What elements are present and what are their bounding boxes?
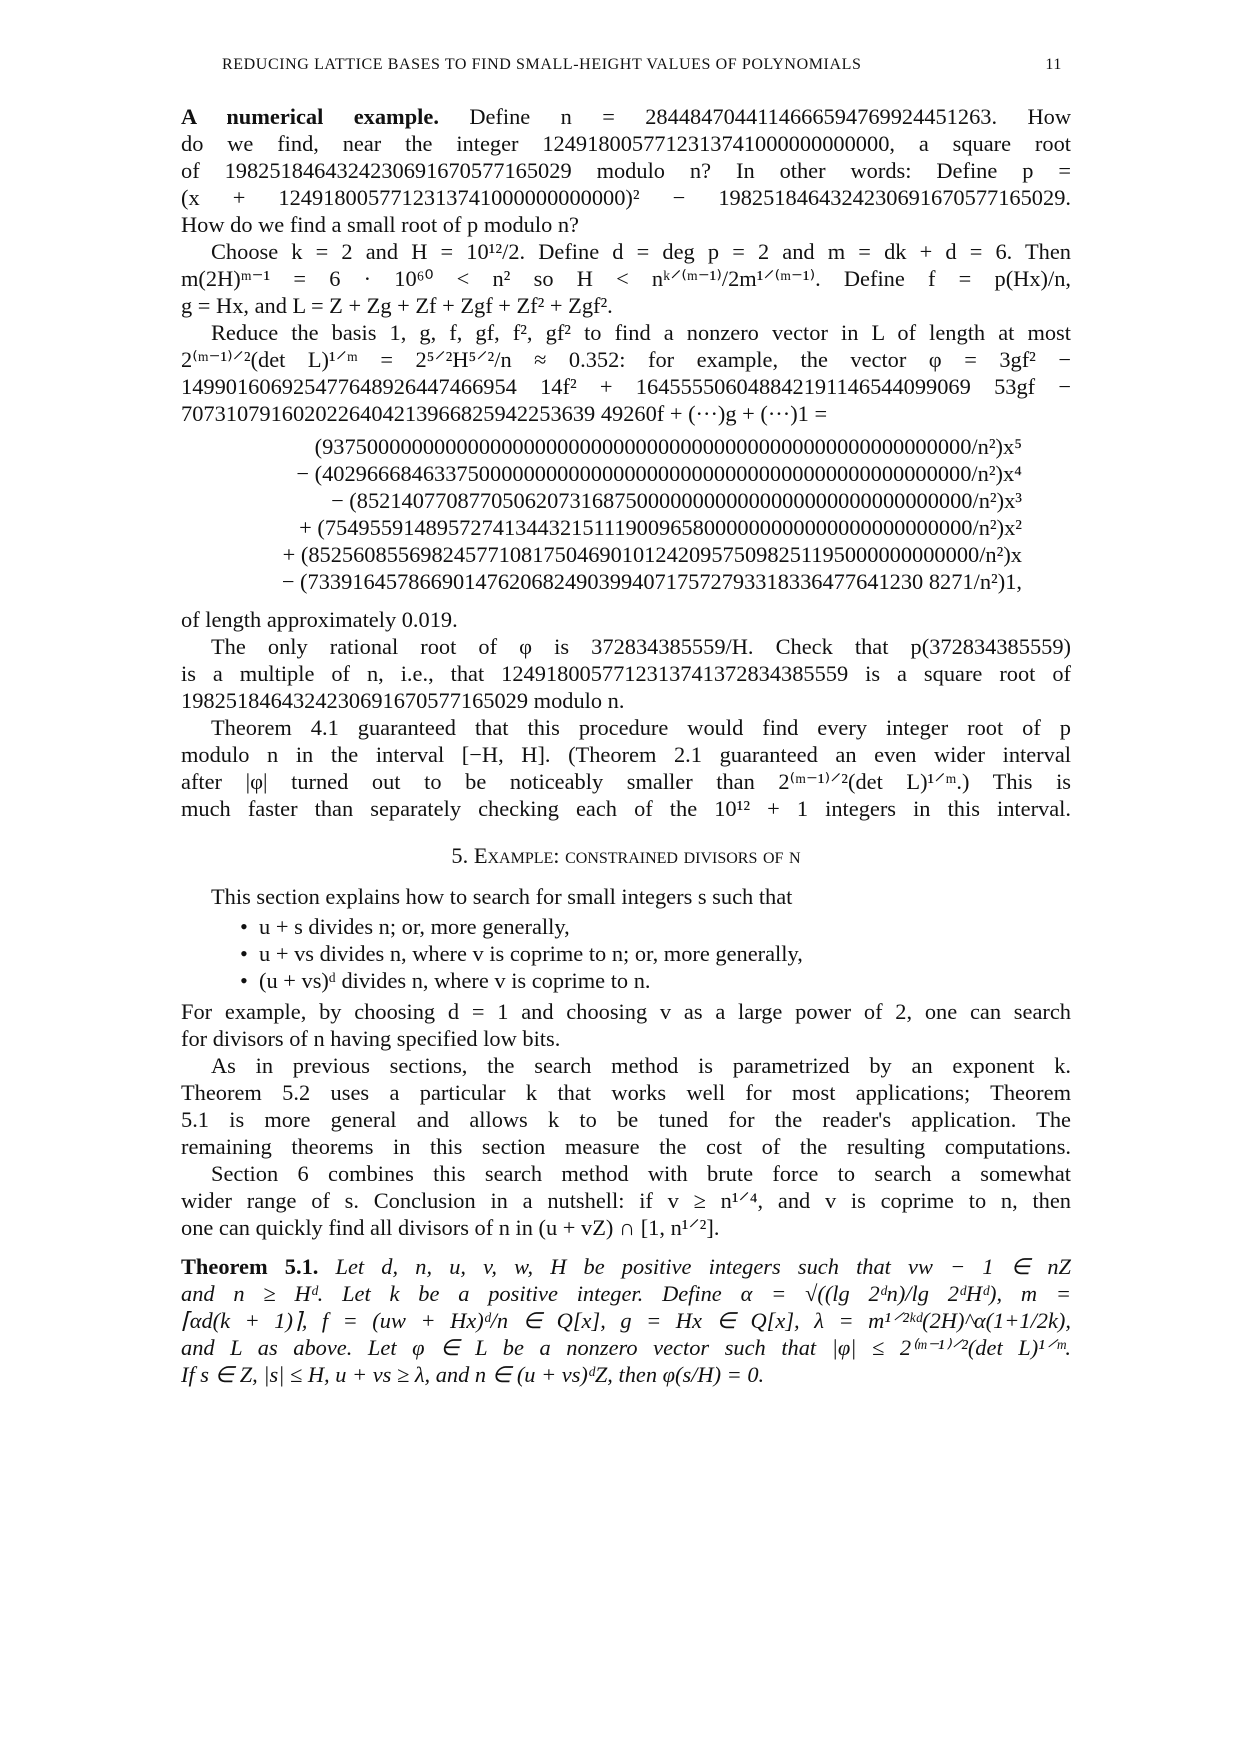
list-item (240, 941, 1060, 967)
text-line: For example, by choosing d = 1 and choosing v as a large power of 2, one can search (181, 999, 1071, 1024)
text-line: is a multiple of n, i.e., that 1249180057712313741372834385559 is a square root of (181, 661, 1071, 686)
theorem-line: ⌈αd(k + 1)⌉, f = (uw + Hx)ᵈ/n ∈ Q[x], g = Hx ∈ Q[x], λ = m¹⸍²ᵏᵈ(2H)^α(1+1/2k), (181, 1308, 1071, 1333)
list-item (240, 914, 1060, 940)
running-title: REDUCING LATTICE BASES TO FIND SMALL-HEIGHT VALUES OF POLYNOMIALS (222, 56, 862, 73)
equation-line: + (7549559148957274134432151119009658000000000000000000000000/n²)x² (299, 515, 1022, 540)
text-line: of 1982518464324230691670577165029 modulo n? In other words: Define p = (181, 158, 1071, 183)
text-line: do we find, near the integer 1249180057712313741000000000000, a square root (181, 131, 1071, 156)
section-heading: 5. Example: constrained divisors of n (451, 843, 801, 868)
theorem-line: and n ≥ Hᵈ. Let k be a positive integer. Define α = √((lg 2ᵈn)/lg 2ᵈHᵈ), m = (181, 1281, 1071, 1306)
text-line: wider range of s. Conclusion in a nutshell: if v ≥ n¹⸍⁴, and v is coprime to n, then (181, 1188, 1071, 1213)
theorem-text: Let d, n, u, v, w, H be positive integers such that vw − 1 ∈ nZ (318, 1254, 1071, 1279)
text-line: remaining theorems in this section measure the cost of the resulting computations. (181, 1134, 1071, 1159)
text-line: of length approximately 0.019. (181, 607, 458, 632)
text-line: g = Hx, and L = Z + Zg + Zf + Zgf + Zf² + Zgf². (181, 293, 613, 318)
running-head (222, 56, 1062, 74)
list-item-text: u + vs divides n, where v is coprime to n; or, more generally, (259, 941, 803, 966)
text-line: The only rational root of φ is 372834385559/H. Check that p(372834385559) (211, 634, 1071, 659)
equation-line: (9375000000000000000000000000000000000000000000000000000000/n²)x⁵ (314, 434, 1022, 459)
text-line: 1982518464324230691670577165029 modulo n. (181, 688, 625, 713)
list-item-text: (u + vs)ᵈ divides n, where v is coprime to n. (259, 968, 651, 993)
text-line: As in previous sections, the search method is parametrized by an exponent k. (211, 1053, 1071, 1078)
theorem-line (181, 1254, 1071, 1280)
text-span: Define n = 2844847044114666594769924451263. How (438, 104, 1071, 129)
text-line: This section explains how to search for small integers s such that (211, 884, 793, 909)
text-line: one can quickly find all divisors of n in (u + vZ) ∩ [1, n¹⸍²]. (181, 1215, 720, 1240)
text-line: Reduce the basis 1, g, f, gf, f², gf² to find a nonzero vector in L of length at most (211, 320, 1071, 345)
theorem-label: Theorem 5.1. (181, 1254, 319, 1279)
equation-line: + (852560855698245771081750469010124209575098251195000000000000/n²)x (282, 542, 1022, 567)
text-line: 7073107916020226404213966825942253639 49260f + (···)g + (···)1 = (181, 401, 828, 426)
text-line: much faster than separately checking each of the 10¹² + 1 integers in this interval. (181, 796, 1071, 821)
text-line: Choose k = 2 and H = 10¹²/2. Define d = deg p = 2 and m = dk + d = 6. Then (211, 239, 1071, 264)
bullet-icon: • (240, 941, 260, 966)
text-line: Theorem 4.1 guaranteed that this procedure would find every integer root of p (211, 715, 1071, 740)
text-line: m(2H)ᵐ⁻¹ = 6 · 10⁶⁰ < n² so H < nᵏ⸍⁽ᵐ⁻¹⁾/2m¹⸍⁽ᵐ⁻¹⁾. Define f = p(Hx)/n, (181, 266, 1071, 291)
page-number: 11 (1045, 56, 1062, 73)
text-line: 5.1 is more general and allows k to be tuned for the reader's application. The (181, 1107, 1071, 1132)
equation-line: − (8521407708770506207316875000000000000000000000000000000/n²)x³ (331, 488, 1022, 513)
text-line: after |φ| turned out to be noticeably smaller than 2⁽ᵐ⁻¹⁾⸍²(det L)¹⸍ᵐ.) This is (181, 769, 1071, 794)
paragraph-heading: A numerical example. (181, 104, 439, 129)
text-line: How do we find a small root of p modulo n? (181, 212, 579, 237)
text-line: (x + 1249180057712313741000000000000)² − 1982518464324230691670577165029. (181, 185, 1071, 210)
text-line (181, 104, 1071, 130)
bullet-icon: • (240, 914, 260, 939)
list-item (240, 968, 1060, 994)
equation-line: − (7339164578669014762068249039940717572793318336477641230 8271/n²)1, (281, 569, 1022, 594)
bullet-icon: • (240, 968, 260, 993)
text-line: Section 6 combines this search method with brute force to search a somewhat (211, 1161, 1071, 1186)
theorem-line: If s ∈ Z, |s| ≤ H, u + vs ≥ λ, and n ∈ (u + vs)ᵈZ, then φ(s/H) = 0. (181, 1362, 765, 1387)
text-line: Theorem 5.2 uses a particular k that works well for most applications; Theorem (181, 1080, 1071, 1105)
theorem-line: and L as above. Let φ ∈ L be a nonzero vector such that |φ| ≤ 2⁽ᵐ⁻¹⁾⸍²(det L)¹⸍ᵐ. (181, 1335, 1071, 1360)
equation-line: − (4029666846337500000000000000000000000000000000000000000000/n²)x⁴ (296, 461, 1022, 486)
text-line: modulo n in the interval [−H, H]. (Theorem 2.1 guaranteed an even wider interval (181, 742, 1071, 767)
text-line: 149901606925477648926447466954 14f² + 164555506048842191146544099069 53gf − (181, 374, 1071, 399)
text-line: 2⁽ᵐ⁻¹⁾⸍²(det L)¹⸍ᵐ = 2⁵⸍²H⁵⸍²/n ≈ 0.352: for example, the vector φ = 3gf² − (181, 347, 1071, 372)
text-line: for divisors of n having specified low bits. (181, 1026, 561, 1051)
list-item-text: u + s divides n; or, more generally, (259, 914, 570, 939)
